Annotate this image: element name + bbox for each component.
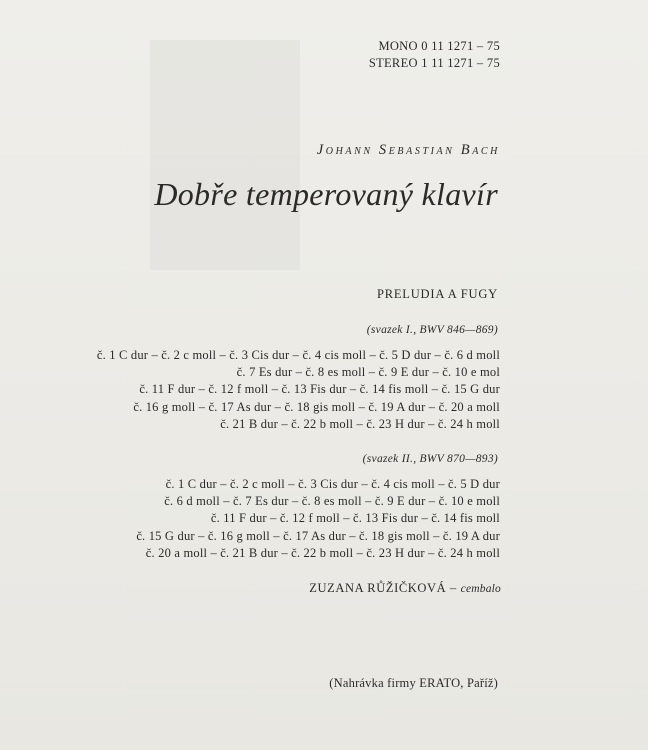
volume-1-label: (svazek I., BWV 846—869) (366, 324, 498, 336)
stereo-catalog-number: STEREO 1 11 1271 – 75 (368, 56, 500, 70)
volume-2-label: (svazek II., BWV 870—893) (362, 453, 498, 465)
volume-1-list (97, 347, 500, 433)
performer-instrument: cembalo (460, 583, 501, 595)
volume-2-list (136, 476, 500, 562)
work-title: Dobře temperovaný klavír (154, 176, 498, 212)
composer-name: Johann Sebastian Bach (316, 142, 500, 158)
list-row: č. 21 B dur – č. 22 b moll – č. 23 H dur – č. 24 h moll (220, 416, 500, 431)
section-heading: PRELUDIA A FUGY (376, 287, 498, 301)
mono-catalog-number: MONO 0 11 1271 – 75 (378, 39, 500, 53)
performer-name: ZUZANA RŮŽIČKOVÁ (309, 581, 447, 595)
list-row: č. 6 d moll – č. 7 Es dur – č. 8 es moll – č. 9 E dur – č. 10 e moll (164, 494, 500, 509)
list-row: č. 20 a moll – č. 21 B dur – č. 22 b moll – č. 23 H dur – č. 24 h moll (145, 545, 500, 560)
list-row: č. 16 g moll – č. 17 As dur – č. 18 gis moll – č. 19 A dur – č. 20 a moll (133, 399, 500, 414)
list-row: č. 11 F dur – č. 12 f moll – č. 13 Fis dur – č. 14 fis moll (210, 511, 500, 526)
list-row: č. 7 Es dur – č. 8 es moll – č. 9 E dur – č. 10 e mol (236, 365, 500, 380)
recording-note: (Nahrávka firmy ERATO, Paříž) (329, 676, 498, 690)
list-row: č. 1 C dur – č. 2 c moll – č. 3 Cis dur – č. 4 cis moll – č. 5 D dur – č. 6 d moll (96, 348, 500, 362)
credit-separator: – (450, 581, 457, 595)
faded-rectangle-mark (150, 40, 300, 270)
catalog-numbers (369, 38, 500, 72)
list-row: č. 11 F dur – č. 12 f moll – č. 13 Fis dur – č. 14 fis moll – č. 15 G dur (139, 382, 500, 397)
list-row: č. 15 G dur – č. 16 g moll – č. 17 As dur – č. 18 gis moll – č. 19 A dur (136, 528, 500, 543)
list-row: č. 1 C dur – č. 2 c moll – č. 3 Cis dur – č. 4 cis moll – č. 5 D dur (165, 477, 500, 491)
performer-credit (309, 581, 501, 596)
